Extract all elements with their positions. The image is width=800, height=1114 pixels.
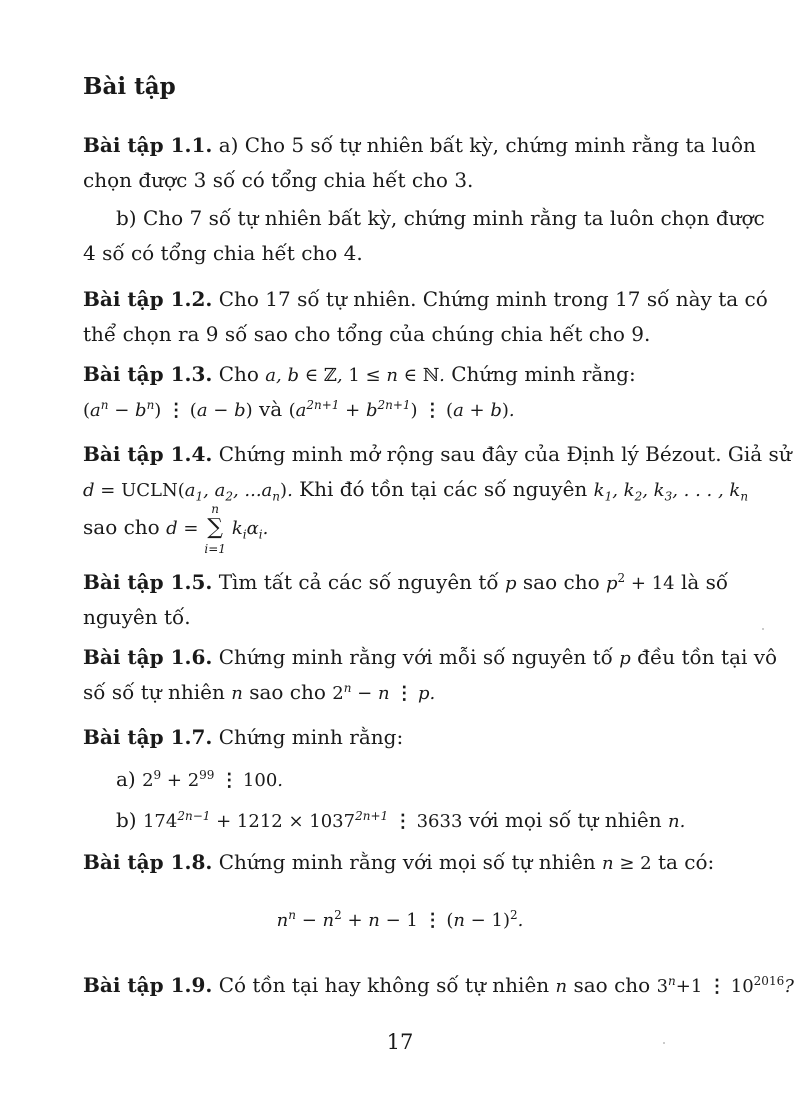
exercise-label: Bài tập 1.9. xyxy=(83,973,213,997)
exercise-1-6-line-2 xyxy=(83,675,744,711)
exercise-label: Bài tập 1.7. xyxy=(83,725,213,749)
exercise-text: đều tồn tại vô xyxy=(637,645,778,669)
exercise-1-9-line-1 xyxy=(83,968,794,1004)
exercise-1-7-line-1 xyxy=(83,720,744,755)
exercise-label: Bài tập 1.4. xyxy=(83,442,213,466)
math-formula: n xyxy=(231,683,243,704)
exercise-1-5-line-2: nguyên tố. xyxy=(83,605,191,629)
paper-speck xyxy=(663,1042,665,1044)
exercise-text: a) Cho 5 số tự nhiên bất kỳ, chứng minh rằng ta luôn xyxy=(218,133,756,157)
exercise-text: Chứng minh rằng: xyxy=(451,362,636,386)
sum-symbol: n ∑ i=1 xyxy=(204,502,226,556)
exercise-1-7-part-a xyxy=(116,762,744,798)
exercise-text: Có tồn tại hay không số tự nhiên xyxy=(218,973,550,997)
exercise-text: sao cho xyxy=(249,680,326,704)
exercise-1-6-line-1 xyxy=(83,640,778,676)
exercise-1-2-line-1 xyxy=(83,282,768,317)
exercise-text: là số xyxy=(680,570,729,594)
exercise-text: Cho 17 số tự nhiên. Chứng minh trong 17 số này ta có xyxy=(218,287,768,311)
exercise-1-8-line-1 xyxy=(83,845,744,881)
exercise-1-1-line-2: chọn được 3 số có tổng chia hết cho 3. xyxy=(83,168,474,192)
exercise-label: Bài tập 1.1. xyxy=(83,133,213,157)
exercise-text: Khi đó tồn tại các số nguyên xyxy=(299,477,588,501)
exercise-text: Chứng minh rằng với mỗi số nguyên tố xyxy=(218,645,613,669)
exercise-1-3-line-1 xyxy=(83,357,744,393)
exercise-label: Bài tập 1.2. xyxy=(83,287,213,311)
exercise-text: Tìm tất cả các số nguyên tố xyxy=(218,570,499,594)
part-label: a) xyxy=(116,767,136,791)
exercise-1-4-line-2 xyxy=(83,472,749,508)
math-formula: p xyxy=(505,573,517,594)
math-formula: $p^2 + 14$ xyxy=(606,571,675,594)
exercise-text: Chứng minh rằng với mọi số tự nhiên xyxy=(218,850,596,874)
exercise-text: Chứng minh rằng: xyxy=(218,725,404,749)
exercise-1-4-line-1 xyxy=(83,437,792,472)
exercise-1-7-part-b xyxy=(116,803,744,839)
exercise-1-1-line-1 xyxy=(83,128,756,163)
exercise-1-1-part-b-line-1: b) Cho 7 số tự nhiên bất kỳ, chứng minh rằng ta luôn chọn được xyxy=(116,206,765,230)
math-formula: a, b ∈ ℤ, 1 ≤ n ∈ ℕ. xyxy=(265,365,445,386)
page-number: 17 xyxy=(386,1030,414,1054)
exercise-text: Cho xyxy=(218,362,259,386)
part-label: b) xyxy=(116,808,137,832)
exercise-text: số số tự nhiên xyxy=(83,680,225,704)
math-formula: p xyxy=(619,648,631,669)
exercise-label: Bài tập 1.5. xyxy=(83,570,213,594)
math-formula: $(a^n - b^n)$ ⋮ (a − b) xyxy=(83,398,253,421)
math-formula: $(a^{2n+1} + b^{2n+1})$ ⋮ (a + b). xyxy=(288,398,515,421)
math-formula: $2^9 + 2^{99}$ ⋮ 100. xyxy=(142,768,284,791)
exercise-1-1-part-b-line-2: 4 số có tổng chia hết cho 4. xyxy=(83,241,363,265)
exercise-text: sao cho xyxy=(573,973,651,997)
exercise-1-5-line-1 xyxy=(83,565,744,601)
exercise-1-3-line-2 xyxy=(83,392,744,428)
math-formula: $3^n+1$ ⋮ $10^{2016}$? xyxy=(656,974,794,997)
exercise-label: Bài tập 1.3. xyxy=(83,362,213,386)
exercise-text: sao cho xyxy=(83,515,160,539)
exercise-text: sao cho xyxy=(522,570,600,594)
math-formula: $2^n - n$ ⋮ p. xyxy=(332,681,436,704)
exercise-label: Bài tập 1.6. xyxy=(83,645,213,669)
exercise-text: ta có: xyxy=(657,850,715,874)
math-formula: n ≥ 2 xyxy=(602,853,652,874)
section-title: Bài tập xyxy=(83,73,176,100)
math-formula: $k_1$, $k_2$, $k_3$, . . . , $k_n$ xyxy=(593,480,749,504)
paper-speck xyxy=(762,628,764,630)
exercise-label: Bài tập 1.8. xyxy=(83,850,213,874)
math-formula: n. xyxy=(668,811,686,832)
exercise-1-2-line-2: thể chọn ra 9 số sao cho tổng của chúng chia hết cho 9. xyxy=(83,322,651,346)
exercise-1-4-line-3 xyxy=(83,502,744,556)
exercise-text: Chứng minh mở rộng sau đây của Định lý Bézout. Giả sử xyxy=(218,442,792,466)
exercise-text: với mọi số tự nhiên xyxy=(468,808,662,832)
exercise-text: và xyxy=(259,397,283,421)
math-formula: n xyxy=(555,976,568,997)
math-formula: $d = UCLN(a_1$, $a_2$, $...a_n$). xyxy=(83,480,293,504)
display-formula: $n^n - n^2 + n - 1$ ⋮ $(n - 1)^2$. xyxy=(276,908,524,931)
math-formula: $174^{2n-1} + 1212 \times 1037^{2n+1}$ ⋮ 3633 xyxy=(142,809,463,832)
math-formula: d = n ∑ i=1 $k_i\alpha_i$. xyxy=(166,502,269,556)
